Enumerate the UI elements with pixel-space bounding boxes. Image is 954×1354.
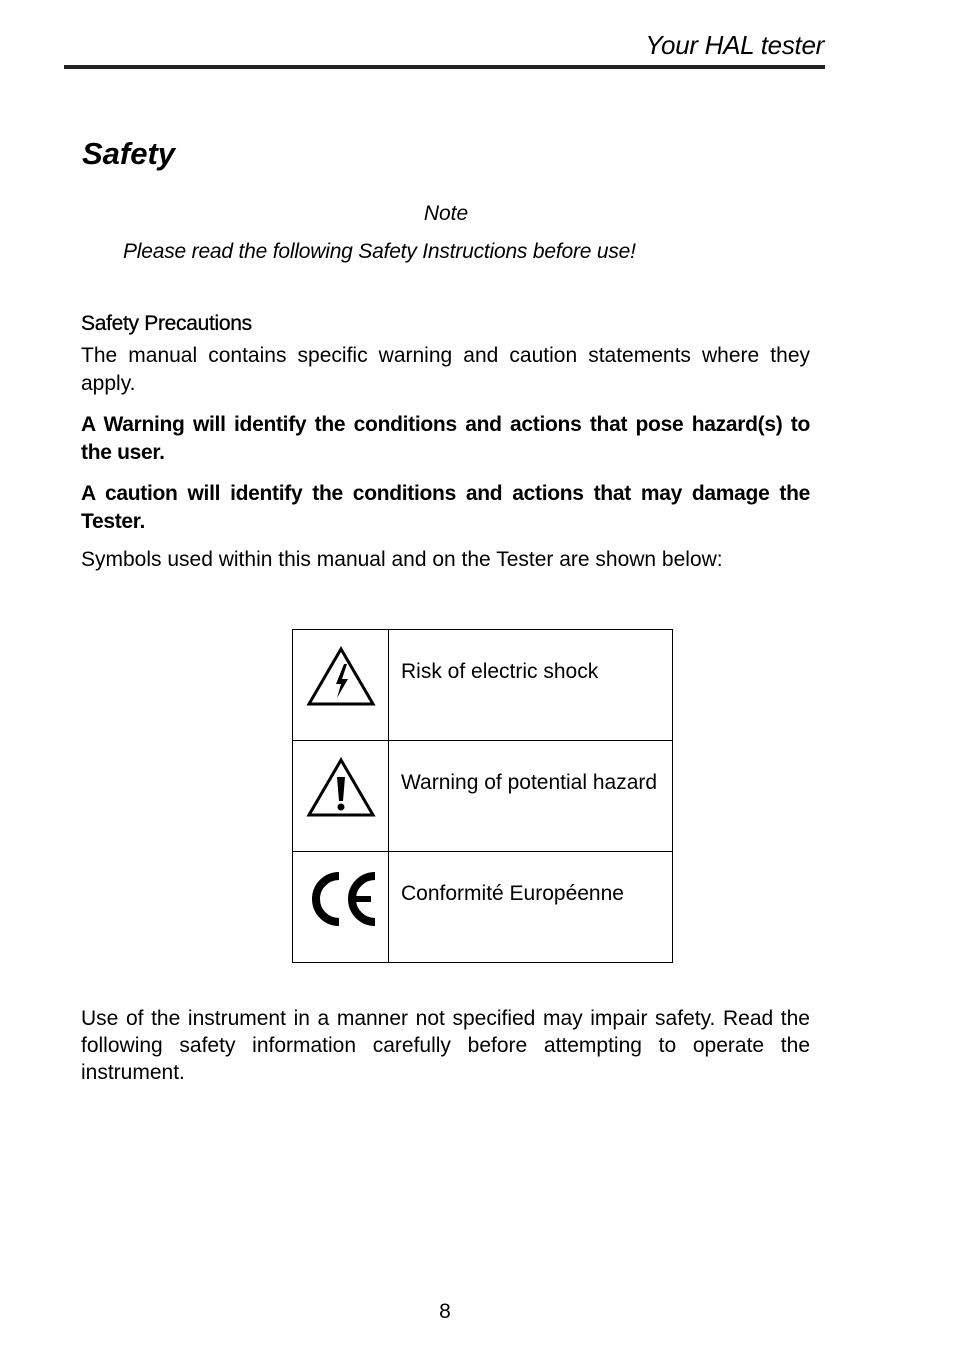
page-number: 8 bbox=[439, 1300, 451, 1323]
closing-paragraph: Use of the instrument in a manner not specified may impair safety. Read the following safety information carefully before attempting to operate the instrument. bbox=[81, 1007, 810, 1084]
precautions-intro: The manual contains specific warning and caution statements where they apply. bbox=[81, 344, 810, 395]
note-label: Note bbox=[423, 202, 469, 225]
section-title: Safety bbox=[82, 136, 176, 171]
symbol-row bbox=[293, 630, 673, 741]
symbols-intro: Symbols used within this manual and on the Tester are shown below: bbox=[81, 548, 723, 571]
symbol-row bbox=[293, 852, 673, 963]
warning-statement: A Warning will identify the conditions and actions that pose hazard(s) to the user. bbox=[81, 413, 810, 464]
ce-mark-icon bbox=[305, 866, 388, 935]
symbol-label: Risk of electric shock bbox=[401, 660, 599, 683]
symbol-label: Conformité Européenne bbox=[401, 882, 624, 905]
symbol-label: Warning of potential hazard bbox=[401, 771, 658, 794]
header-title: Your HAL tester bbox=[645, 30, 824, 60]
header-rule bbox=[64, 65, 825, 69]
precautions-heading: Safety Precautions bbox=[81, 312, 252, 335]
symbols-table bbox=[292, 629, 673, 963]
symbol-row bbox=[293, 741, 673, 852]
note-text: Please read the following Safety Instructions before use! bbox=[123, 240, 636, 263]
caution-statement: A caution will identify the conditions and actions that may damage the Tester. bbox=[81, 482, 810, 533]
electric-shock-icon bbox=[305, 644, 388, 713]
warning-hazard-icon bbox=[305, 755, 388, 824]
